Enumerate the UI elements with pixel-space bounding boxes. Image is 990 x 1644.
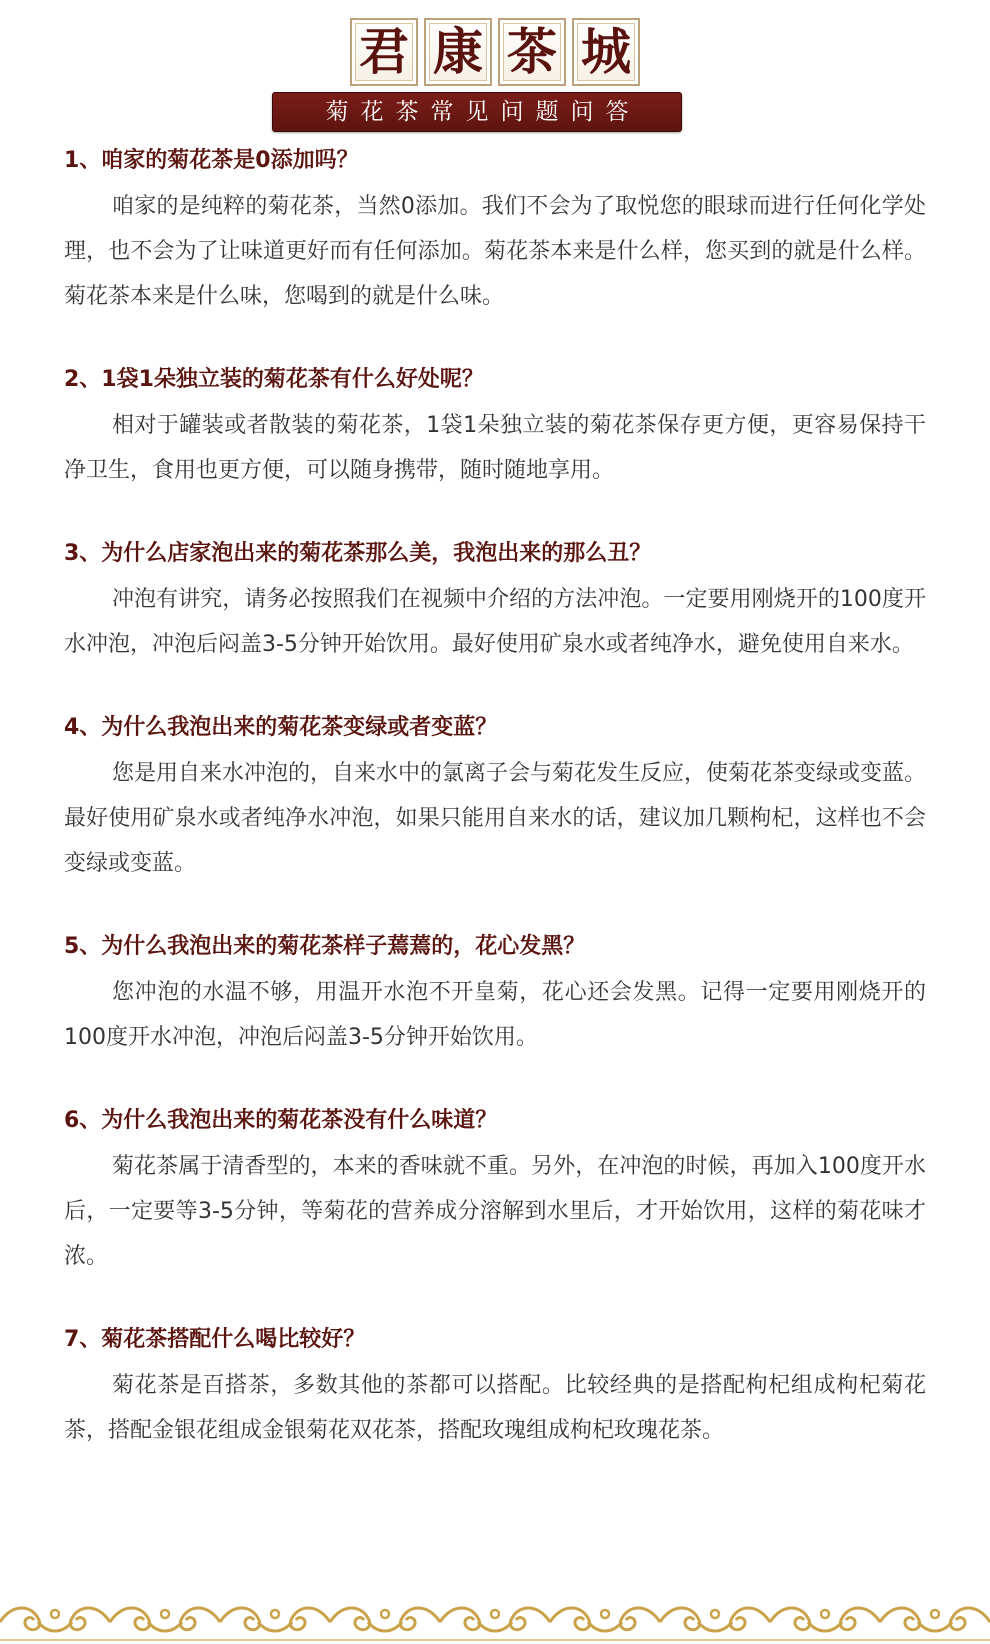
logo-char: 君: [350, 18, 418, 86]
faq-question: 3、为什么店家泡出来的菊花茶那么美，我泡出来的那么丑？: [64, 541, 652, 566]
logo-char: 城: [572, 18, 640, 86]
faq-list: [64, 146, 926, 1499]
faq-answer: 菊花茶是百搭茶，多数其他的茶都可以搭配。比较经典的是搭配枸杞组成枸杞菊花茶，搭配金银花组成金银菊花双花茶，搭配玫瑰组成枸杞玫瑰花茶。: [64, 1373, 926, 1443]
logo-char: 康: [424, 18, 492, 86]
faq-answer: 您冲泡的水温不够，用温开水泡不开皇菊，花心还会发黑。记得一定要用刚烧开的100度开水冲泡，冲泡后闷盖3-5分钟开始饮用。: [64, 980, 926, 1050]
faq-item: [64, 1106, 926, 1279]
page-header: [0, 0, 990, 140]
decorative-border: [0, 1600, 990, 1644]
faq-question: 4、为什么我泡出来的菊花茶变绿或者变蓝？: [64, 715, 498, 740]
faq-item: [64, 365, 926, 493]
faq-question: 2、1袋1朵独立装的菊花茶有什么好处呢？: [64, 367, 484, 392]
logo-char: 茶: [498, 18, 566, 86]
faq-item: [64, 1325, 926, 1453]
brand-logo: [0, 18, 990, 86]
faq-answer: 相对于罐装或者散装的菊花茶，1袋1朵独立装的菊花茶保存更方便，更容易保持干净卫生，食用也更方便，可以随身携带，随时随地享用。: [64, 413, 926, 483]
faq-question: 1、咱家的菊花茶是0添加吗？: [64, 148, 359, 173]
faq-item: [64, 713, 926, 886]
faq-question: 6、为什么我泡出来的菊花茶没有什么味道？: [64, 1108, 498, 1133]
faq-item: [64, 539, 926, 667]
page-subtitle: 菊花茶常见问题问答: [325, 98, 641, 125]
faq-question: 5、为什么我泡出来的菊花茶样子蔫蔫的，花心发黑？: [64, 934, 586, 959]
faq-answer: 冲泡有讲究，请务必按照我们在视频中介绍的方法冲泡。一定要用刚烧开的100度开水冲泡，冲泡后闷盖3-5分钟开始饮用。最好使用矿泉水或者纯净水，避免使用自来水。: [64, 587, 926, 657]
faq-answer: 咱家的是纯粹的菊花茶，当然0添加。我们不会为了取悦您的眼球而进行任何化学处理，也不会为了让味道更好而有任何添加。菊花茶本来是什么样，您买到的就是什么样。菊花茶本来是什么味，您喝到的就是什么味。: [64, 194, 926, 309]
faq-item: [64, 932, 926, 1060]
faq-answer: 您是用自来水冲泡的，自来水中的氯离子会与菊花发生反应，使菊花茶变绿或变蓝。最好使用矿泉水或者纯净水冲泡，如果只能用自来水的话，建议加几颗枸杞，这样也不会变绿或变蓝。: [64, 761, 927, 876]
faq-question: 7、菊花茶搭配什么喝比较好？: [64, 1327, 366, 1352]
faq-answer: 菊花茶属于清香型的，本来的香味就不重。另外，在冲泡的时候，再加入100度开水后，一定要等3-5分钟，等菊花的营养成分溶解到水里后，才开始饮用，这样的菊花味才浓。: [64, 1154, 926, 1269]
subtitle-banner: [272, 92, 682, 132]
faq-item: [64, 146, 926, 319]
